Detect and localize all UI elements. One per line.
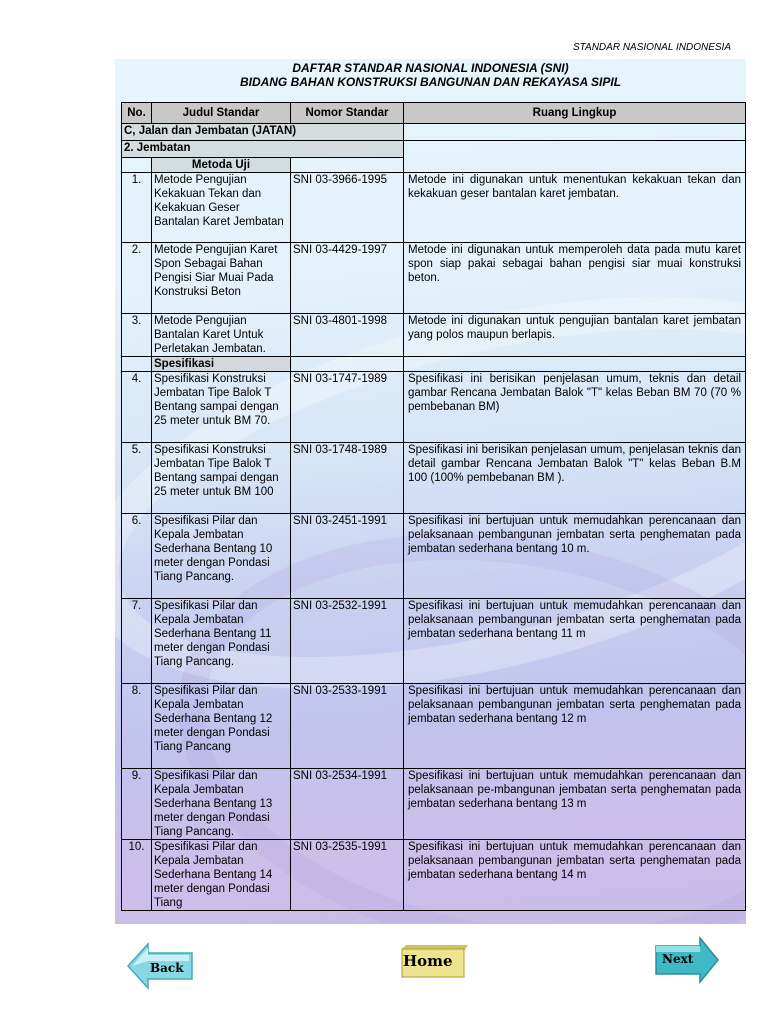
back-button[interactable] bbox=[126, 941, 196, 991]
standard-code: SNI 03-2535-1991 bbox=[291, 840, 404, 911]
standard-title: Metode Pengujian Kekakuan Tekan dan Kekakuan Geser Bantalan Karet Jembatan bbox=[152, 173, 291, 243]
table-row bbox=[122, 443, 746, 514]
table-header-row bbox=[122, 103, 746, 124]
group-row-spesifikasi bbox=[122, 357, 746, 372]
standard-code: SNI 03-2532-1991 bbox=[291, 599, 404, 684]
standard-code: SNI 03-1747-1989 bbox=[291, 372, 404, 443]
row-number: 4. bbox=[122, 372, 152, 443]
home-button[interactable] bbox=[400, 943, 470, 979]
row-number: 9. bbox=[122, 769, 152, 840]
group-scope-empty bbox=[404, 357, 746, 372]
standard-title: Metode Pengujian Karet Spon Sebagai Bahan Pengisi Siar Muai Pada Konstruksi Beton bbox=[152, 243, 291, 314]
table-row bbox=[122, 243, 746, 314]
standard-scope: Spesifikasi ini berisikan penjelasan umum, teknis dan detail gambar Rencana Jembatan Balok "T" kelas Beban BM 70 (70 % pembebanan BM) bbox=[404, 372, 746, 443]
group-label: Spesifikasi bbox=[152, 357, 291, 372]
title-line-2: BIDANG BAHAN KONSTRUKSI BANGUNAN DAN REKAYASA SIPIL bbox=[239, 75, 622, 89]
standard-title: Spesifikasi Pilar dan Kepala Jembatan Sederhana Bentang 13 meter dengan Pondasi Tiang Pancang. bbox=[152, 769, 291, 840]
title-line-1: DAFTAR STANDAR NASIONAL INDONESIA (SNI) bbox=[292, 61, 569, 75]
section-label: C, Jalan dan Jembatan (JATAN) bbox=[122, 124, 404, 141]
next-button[interactable] bbox=[652, 936, 720, 984]
document-panel bbox=[115, 59, 746, 924]
group-code-empty bbox=[291, 158, 404, 173]
standard-code: SNI 03-2533-1991 bbox=[291, 684, 404, 769]
group-code-empty bbox=[291, 357, 404, 372]
section-row bbox=[122, 124, 746, 141]
standard-code: SNI 03-2534-1991 bbox=[291, 769, 404, 840]
next-label: Next bbox=[662, 952, 694, 966]
row-number: 1. bbox=[122, 173, 152, 243]
standard-title: Spesifikasi Pilar dan Kepala Jembatan Sederhana Bentang 10 meter dengan Pondasi Tiang Pancang. bbox=[152, 514, 291, 599]
table-row bbox=[122, 173, 746, 243]
subsection-label: 2. Jembatan bbox=[122, 141, 404, 158]
column-header-no: No. bbox=[122, 103, 152, 124]
standard-code: SNI 03-3966-1995 bbox=[291, 173, 404, 243]
row-number: 8. bbox=[122, 684, 152, 769]
row-number: 7. bbox=[122, 599, 152, 684]
table-row bbox=[122, 840, 746, 911]
subsection-scope-empty bbox=[404, 141, 746, 173]
standard-scope: Spesifikasi ini bertujuan untuk memudahkan perencanaan dan pelaksanaan pembangunan jembatan serta penghematan pada jembatan sederhana bentang 11 m bbox=[404, 599, 746, 684]
row-number: 10. bbox=[122, 840, 152, 911]
standard-scope: Spesifikasi ini bertujuan untuk memudahkan perencanaan dan pelaksanaan pe-mbangunan jembatan serta penghematan pada jembatan sederhana bentang 13 m bbox=[404, 769, 746, 840]
group-no-empty bbox=[122, 158, 152, 173]
standard-code: SNI 03-1748-1989 bbox=[291, 443, 404, 514]
standard-code: SNI 03-2451-1991 bbox=[291, 514, 404, 599]
table-row bbox=[122, 514, 746, 599]
row-number: 6. bbox=[122, 514, 152, 599]
table-row bbox=[122, 684, 746, 769]
running-header: STANDAR NASIONAL INDONESIA bbox=[573, 42, 731, 53]
standard-title: Spesifikasi Konstruksi Jembatan Tipe Balok T Bentang sampai dengan 25 meter untuk BM 100 bbox=[152, 443, 291, 514]
subsection-row bbox=[122, 141, 746, 158]
column-header-code: Nomor Standar bbox=[291, 103, 404, 124]
standards-table bbox=[121, 102, 746, 911]
document-title bbox=[115, 61, 746, 89]
standard-scope: Spesifikasi ini bertujuan untuk memudahkan perencanaan dan pelaksanaan pembangunan jembatan serta penghematan pada jembatan sederhana bentang 10 m. bbox=[404, 514, 746, 599]
group-no-empty bbox=[122, 357, 152, 372]
back-label: Back bbox=[150, 961, 184, 975]
standard-scope: Metode ini digunakan untuk pengujian bantalan karet jembatan yang polos maupun berlapis. bbox=[404, 314, 746, 357]
group-label: Metoda Uji bbox=[152, 158, 291, 173]
standard-title: Spesifikasi Pilar dan Kepala Jembatan Sederhana Bentang 11 meter dengan Pondasi Tiang Pancang. bbox=[152, 599, 291, 684]
home-label: Home bbox=[403, 952, 453, 970]
standard-scope: Spesifikasi ini bertujuan untuk memudahkan perencanaan dan pelaksanaan pembangunan jembatan serta penghematan pada jembatan sederhana bentang 14 m bbox=[404, 840, 746, 911]
table-row bbox=[122, 314, 746, 357]
standard-title: Spesifikasi Konstruksi Jembatan Tipe Balok T Bentang sampai dengan 25 meter untuk BM 70. bbox=[152, 372, 291, 443]
standard-scope: Metode ini digunakan untuk menentukan kekakuan tekan dan kekakuan geser bantalan karet jembatan. bbox=[404, 173, 746, 243]
row-number: 3. bbox=[122, 314, 152, 357]
standard-scope: Spesifikasi ini berisikan penjelasan umum, penjelasan teknis dan detail gambar Rencana Jembatan Balok "T" kelas Beban B.M 100 (100% pembebanan BM ). bbox=[404, 443, 746, 514]
table-row bbox=[122, 599, 746, 684]
standard-scope: Spesifikasi ini bertujuan untuk memudahkan perencanaan dan pelaksanaan pembangunan jembatan serta penghematan pada jembatan sederhana bentang 12 m bbox=[404, 684, 746, 769]
table-row bbox=[122, 769, 746, 840]
standard-title: Spesifikasi Pilar dan Kepala Jembatan Sederhana Bentang 12 meter dengan Pondasi Tiang Pancang bbox=[152, 684, 291, 769]
row-number: 2. bbox=[122, 243, 152, 314]
standard-code: SNI 03-4801-1998 bbox=[291, 314, 404, 357]
row-number: 5. bbox=[122, 443, 152, 514]
standard-scope: Metode ini digunakan untuk memperoleh data pada mutu karet spon siap pakai sebagai bahan pengisi siar muai konstruksi beton. bbox=[404, 243, 746, 314]
standard-code: SNI 03-4429-1997 bbox=[291, 243, 404, 314]
column-header-title: Judul Standar bbox=[152, 103, 291, 124]
column-header-scope: Ruang Lingkup bbox=[404, 103, 746, 124]
table-row bbox=[122, 372, 746, 443]
standard-title: Spesifikasi Pilar dan Kepala Jembatan Sederhana Bentang 14 meter dengan Pondasi Tiang bbox=[152, 840, 291, 911]
standard-title: Metode Pengujian Bantalan Karet Untuk Perletakan Jembatan. bbox=[152, 314, 291, 357]
section-scope-empty bbox=[404, 124, 746, 141]
